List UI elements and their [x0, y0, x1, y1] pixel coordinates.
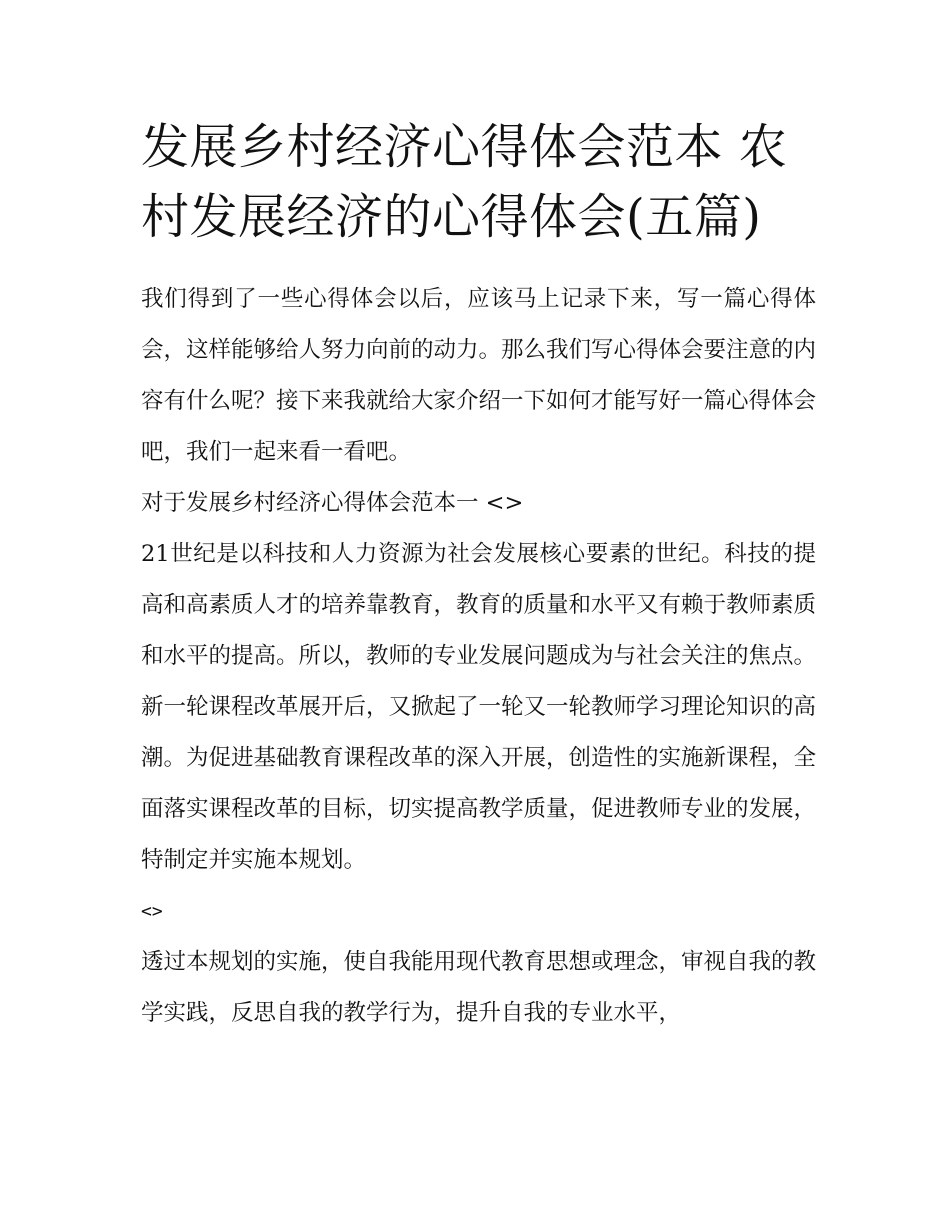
intro-paragraph: 我们得到了一些心得体会以后，应该马上记录下来，写一篇心得体会，这样能够给人努力向前的动力。那么我们写心得体会要注意的内容有什么呢？接下来我就给大家介绍一下如何才能写好一篇心得体会吧，我们一起来看一看吧。: [141, 286, 817, 465]
section-marker: <>: [141, 901, 163, 922]
body-paragraph: 21世纪是以科技和人力资源为社会发展核心要素的世纪。科技的提高和高素质人才的培养靠教育，教育的质量和水平又有赖于教师素质和水平的提高。所以，教师的专业发展问题成为与社会关注的焦点。新一轮课程改革展开后，又掀起了一轮又一轮教师学习理论知识的高潮。为促进基础教育课程改革的深入开展，创造性的实施新课程，全面落实课程改革的目标，切实提高教学质量，促进教师专业的发展，特制定并实施本规划。: [141, 541, 817, 873]
body-paragraph-2: 透过本规划的实施，使自我能用现代教育思想或理念，审视自我的教学实践，反思自我的教学行为，提升自我的专业水平，: [141, 949, 817, 1026]
document-page: [141, 112, 816, 1039]
section-heading: 对于发展乡村经济心得体会范本一 <>: [141, 490, 524, 516]
document-title: 发展乡村经济心得体会范本 农村发展经济的心得体会(五篇): [141, 119, 788, 245]
document-body: [141, 274, 816, 1039]
